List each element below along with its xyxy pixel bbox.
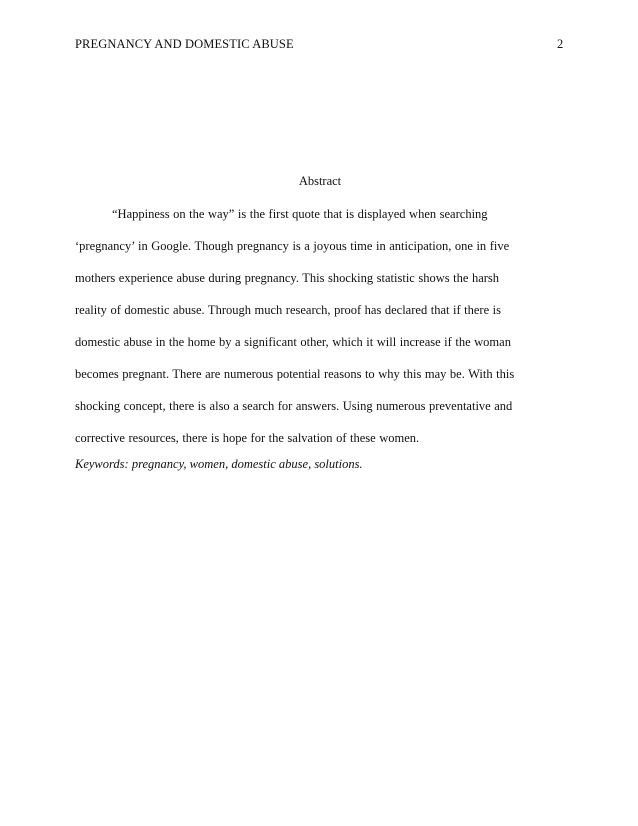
abstract-line: mothers experience abuse during pregnancy. This shocking statistic shows the harsh (75, 271, 500, 285)
abstract-line: becomes pregnant. There are numerous potential reasons to why this may be. With this (75, 367, 515, 381)
abstract-line: reality of domestic abuse. Through much research, proof has declared that if there is (75, 303, 501, 317)
abstract-line: corrective resources, there is hope for the salvation of these women. (75, 431, 420, 445)
abstract-line: shocking concept, there is also a search for answers. Using numerous preventative and (75, 399, 513, 413)
abstract-heading: Abstract (298, 174, 342, 188)
abstract-line: “Happiness on the way” is the first quote that is displayed when searching (112, 207, 488, 221)
keywords-line: Keywords: pregnancy, women, domestic abuse, solutions. (75, 457, 363, 471)
running-head: PREGNANCY AND DOMESTIC ABUSE (75, 37, 294, 51)
page-number: 2 (557, 37, 564, 51)
abstract-line: ‘pregnancy’ in Google. Though pregnancy is a joyous time in anticipation, one in five (75, 239, 510, 253)
abstract-line: domestic abuse in the home by a significant other, which it will increase if the woman (75, 335, 511, 349)
